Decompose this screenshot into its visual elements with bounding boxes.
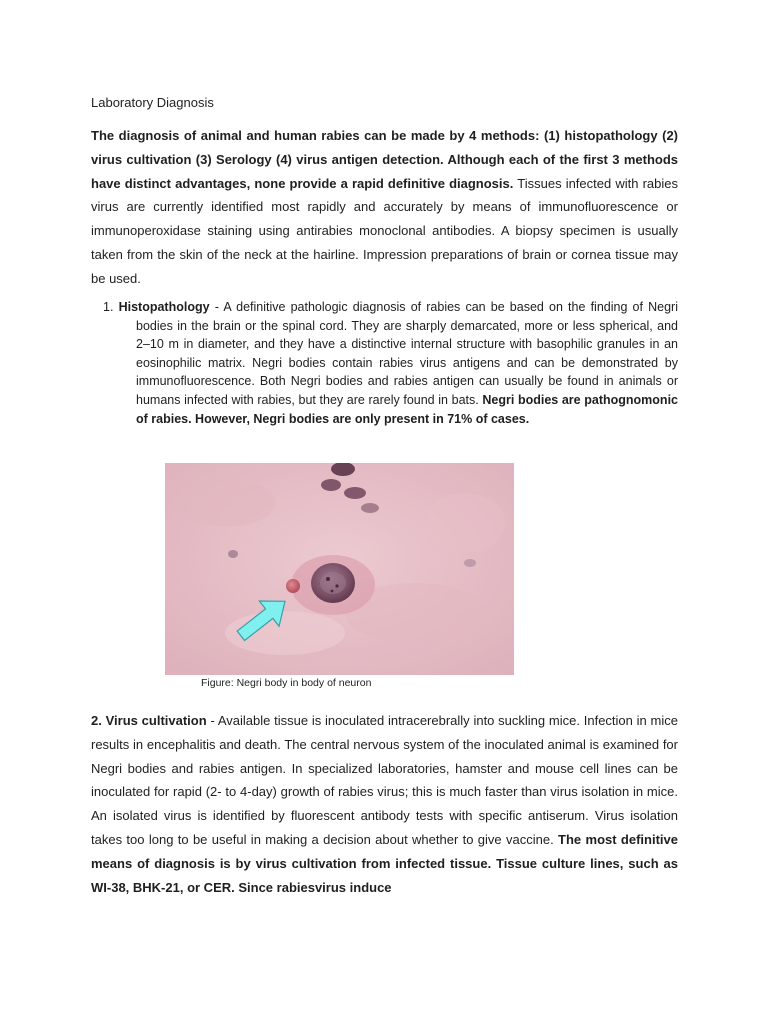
histopathology-text: - A definitive pathologic diagnosis of rabies can be based on the finding of Negri bodies in the brain or the spinal cord. They are sharply demarcated, more or less spherical, and 2–10 m in diameter, and they have a distinctive internal structure with basophilic granules in an eosinophilic matrix. Negri bodies contain rabies virus antigens and can be demonstrated by immunofluorescence. Both Negri bodies and rabies antigen can usually be found in animals or humans infected with rabies, but they are rarely found in bats. xyxy=(136,300,678,407)
negri-body-figure xyxy=(165,463,514,675)
virus-cultivation-paragraph xyxy=(91,709,678,899)
section-title: Laboratory Diagnosis xyxy=(91,95,214,110)
virus-cultivation-text: - Available tissue is inoculated intracerebrally into suckling mice. Infection in mice results in encephalitis and death. The central nervous system of the inoculated animal is examined for Negri bodies and rabies antigen. In specialized laboratories, hamster and mouse cell lines can be inoculated for rapid (2- to 4-day) growth of rabies virus; this is much faster than virus isolation in mice. An isolated virus is identified by fluorescent antibody tests with specific antiserum. Virus isolation takes too long to be useful in making a decision about whether to give vaccine. xyxy=(91,713,678,847)
list-item-histopathology xyxy=(91,298,678,428)
virus-cultivation-bold-text: The most definitive means of diagnosis is by virus cultivation from infected tissue. Tissue culture lines, such as WI-38, BHK-21, or CER. Since rabiesvirus induce xyxy=(91,831,678,895)
figure-caption: Figure: Negri body in body of neuron xyxy=(201,677,372,689)
virus-cultivation-heading: 2. Virus cultivation xyxy=(91,713,207,728)
micrograph-image xyxy=(165,463,514,675)
intro-bold-text: The diagnosis of animal and human rabies can be made by 4 methods: (1) histopathology (2) virus cultivation (3) Serology (4) virus antigen detection. Although each of the first 3 methods have distinct advantages, none provide a rapid definitive diagnosis. xyxy=(91,128,678,191)
intro-normal-text: Tissues infected with rabies virus are currently identified most rapidly and accurately by means of immunofluorescence or immunoperoxidase staining using antirabies monoclonal antibodies. A biopsy specimen is usually taken from the skin of the neck at the hairline. Impression preparations of brain or cornea tissue may be used. xyxy=(91,175,678,286)
histopathology-bold-text: Negri bodies are pathognomonic of rabies. However, Negri bodies are only present in 71% of cases. xyxy=(136,392,678,426)
list-item-number: 1. xyxy=(103,300,114,314)
histopathology-heading: Histopathology xyxy=(118,300,210,314)
intro-paragraph xyxy=(91,124,678,291)
